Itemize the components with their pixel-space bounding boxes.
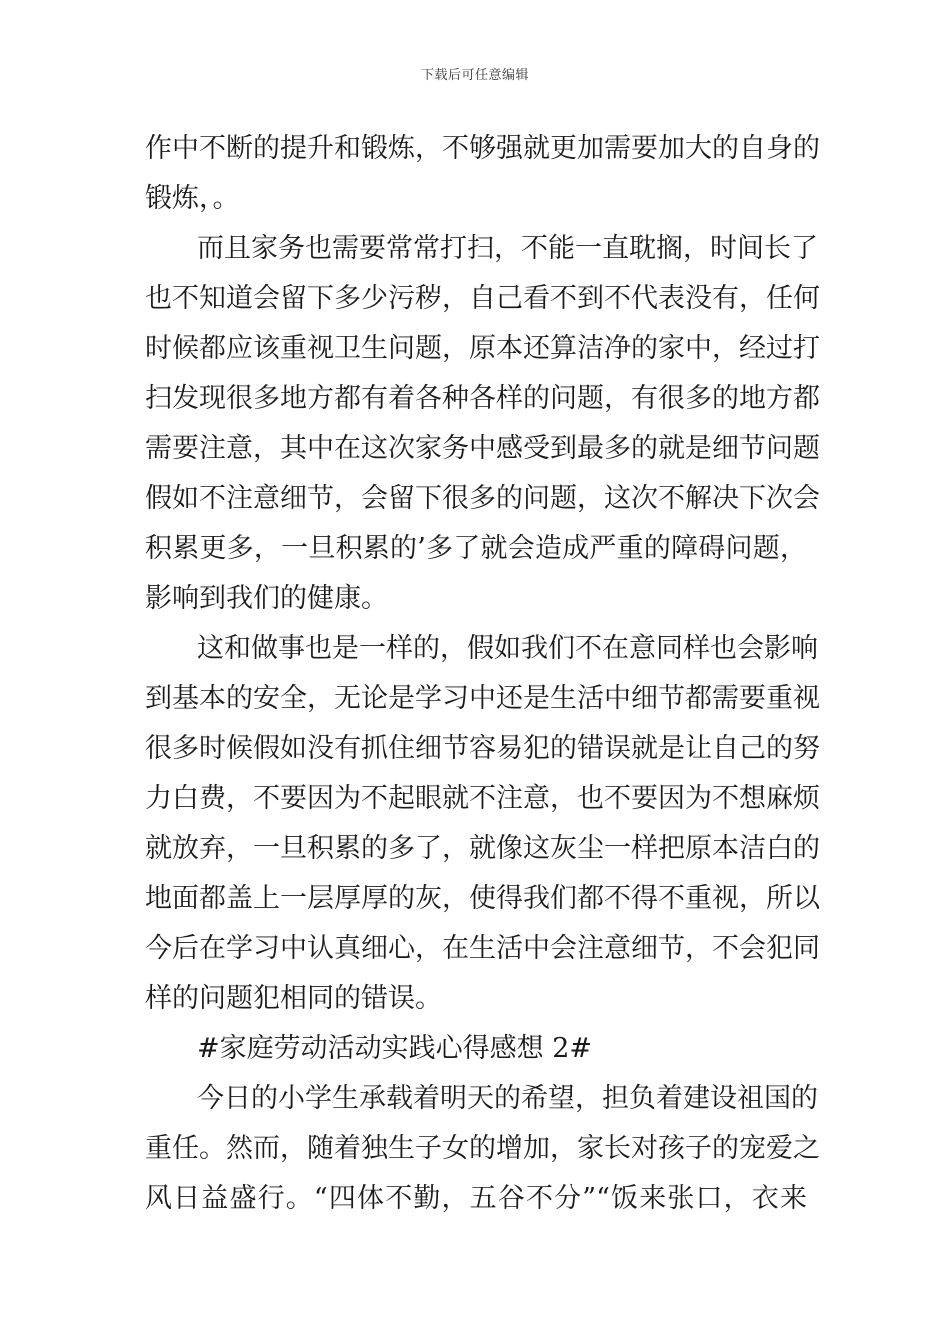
text-line: 样的问题犯相同的错误。: [145, 983, 442, 1014]
text-line: 假如不注意细节，会留下很多的问题，这次不解决下次会: [145, 483, 820, 514]
text-line: 风日益盛行。“四体不勤，五谷不分”“饭来张口，衣来: [145, 1183, 807, 1214]
text-line: 影响到我们的健康。: [145, 583, 388, 614]
page-header: 下载后可任意编辑: [420, 68, 529, 83]
text-line: 而且家务也需要常常打扫，不能一直耽搁，时间长了: [197, 233, 818, 264]
text-line: 今后在学习中认真细心，在生活中会注意细节，不会犯同: [145, 933, 820, 964]
text-line: 也不知道会留下多少污秽，自己看不到不代表没有，任何: [145, 283, 820, 314]
text-line: 这和做事也是一样的，假如我们不在意同样也会影响: [197, 633, 818, 664]
text-line: 扫发现很多地方都有着各种各样的问题，有很多的地方都: [145, 383, 820, 414]
text-line: 力白费，不要因为不起眼就不注意，也不要因为不想麻烦: [145, 783, 820, 814]
text-line: 时候都应该重视卫生问题，原本还算洁净的家中，经过打: [145, 333, 820, 364]
section-heading: #家庭劳动活动实践心得感想 2#: [197, 1033, 593, 1064]
text-line: 锻炼，。: [145, 183, 240, 214]
text-line: 需要注意，其中在这次家务中感受到最多的就是细节问题: [145, 433, 820, 464]
text-line: 作中不断的提升和锻炼，不够强就更加需要加大的自身的: [145, 133, 820, 164]
document-body: [145, 124, 820, 1224]
text-line: 很多时候假如没有抓住细节容易犯的错误就是让自己的努: [145, 733, 820, 764]
text-line: 积累更多，一旦积累的’多了就会造成严重的障碍问题，: [145, 533, 807, 564]
text-line: 重任。然而，随着独生子女的增加，家长对孩子的宠爱之: [145, 1133, 820, 1164]
text-line: 到基本的安全，无论是学习中还是生活中细节都需要重视: [145, 683, 820, 714]
text-line: 今日的小学生承载着明天的希望，担负着建设祖国的: [197, 1083, 818, 1114]
text-line: 就放弃，一旦积累的多了，就像这灰尘一样把原本洁白的: [145, 833, 820, 864]
text-line: 地面都盖上一层厚厚的灰，使得我们都不得不重视，所以: [145, 883, 820, 914]
